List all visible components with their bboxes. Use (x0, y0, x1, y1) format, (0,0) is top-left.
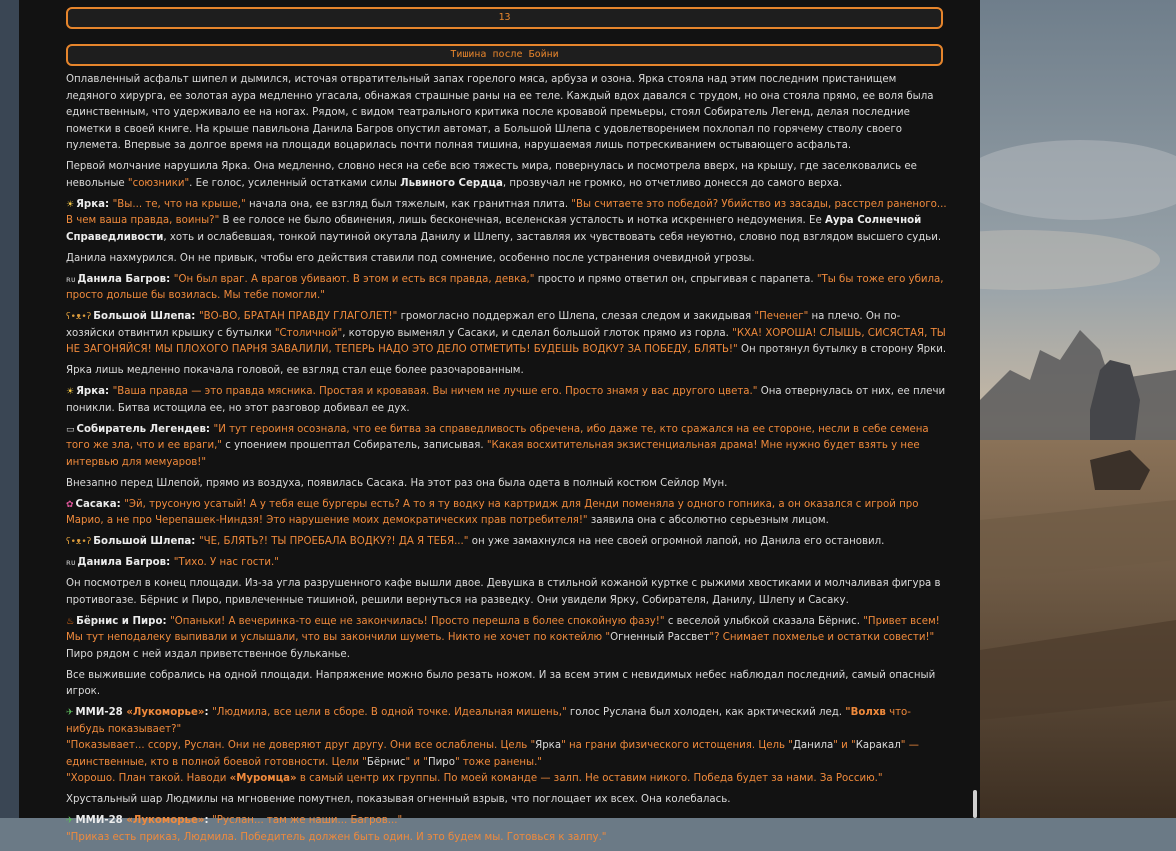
message-body (66, 72, 948, 851)
fire-icon: ♨ (66, 616, 75, 627)
paragraph: Все выжившие собрались на одной площади. Напряжение можно было резать ножом. И за всем этим с невидимых небес наблюдал последний, самый опасный игрок. (66, 669, 936, 697)
dialogue-collector: ▭ Собиратель Легендев: "И тут героиня осознала, что ее битва за справедливость обречена, ибо даже те, кто сражался на ее стороне, несли в себе семена того же зла, что и ее враги," с упоением прошептал Собиратель, записывая. "Какая восхитительная экзистенциальная драма! Мне нужно будет взять у нее интервью для мемуаров!" (66, 423, 929, 468)
paragraph: Хрустальный шар Людмилы на мгновение помутнел, показывая огненный взрыв, что поглощает их всех. Она колебалась. (66, 794, 731, 805)
ru-flag-icon: ʀᴜ (66, 558, 76, 567)
dialogue-shlepa: ʕ•ᴥ•ʔ Большой Шлепа: "ВО-ВО, БРАТАН ПРАВДУ ГЛАГОЛЕТ!" громогласно поддержал его Шлепа, слезая следом и закидывая "Печенег" на плечо. Он по-хозяйски отвинтил крышку с бутылки "Столичной", которую выменял у Сасаки, и сделал большой глоток прямо из горла. "КХА! ХОРОША! СЛЫШЬ, СИСЯСТАЯ, ТЫ НЕ ЗАГОНЯЙСЯ! МЫ ПЛОХОГО ПАРНЯ ЗАВАЛИЛИ, ТЕПЕРЬ НАДО ЭТО ДЕЛО ОТМЕТИТЬ! БУДЕШЬ ВОДКУ? ЗА ПОБЕДУ, БЛЯТЬ!" Он протянул бутылку в сторону Ярки. (66, 311, 947, 355)
paragraph: Он посмотрел в конец площади. Из-за угла разрушенного кафе вышли двое. Девушка в стильной кожаной куртке с рыжими хвостиками и молчаливая фигура в противогазе. Бёрнис и Пиро, привлеченные тишиной, решили вернуться на разведку. Они увидели Ярку, Собирателя, Данилу, Шлепу и Сасаку. (66, 578, 941, 606)
star-icon: ✿ (66, 499, 74, 510)
scrollbar[interactable] (970, 0, 980, 818)
ru-flag-icon: ʀᴜ (66, 274, 76, 284)
paragraph: Внезапно перед Шлепой, прямо из воздуха, появилась Сасака. На этот раз она была одета в полный костюм Сейлор Мун. (66, 477, 728, 489)
paragraph: Ярка лишь медленно покачала головой, ее взгляд стал еще более разочарованным. (66, 365, 524, 376)
chat-panel (19, 0, 980, 843)
bear-icon: ʕ•ᴥ•ʔ (66, 312, 92, 322)
book-icon: ▭ (66, 424, 75, 435)
dialogue-shlepa: ʕ•ᴥ•ʔ Большой Шлепа: "ЧЕ, БЛЯТЬ?! ТЫ ПРОЕБАЛА ВОДКУ?! ДА Я ТЕБЯ..." он уже замахнулся на нее своей огромной лапой, но Данила его остановил. (66, 536, 885, 547)
paragraph: Данила нахмурился. Он не привык, чтобы его действия ставили под сомнение, особенно после устранения очевидной угрозы. (66, 252, 755, 264)
sun-icon: ☀ (66, 199, 75, 210)
helicopter-icon: ✈ (66, 816, 74, 826)
dialogue-yarka: ☀ Ярка: "Ваша правда — это правда мясника. Простая и кровавая. Вы ничем не лучше его. Просто знамя у вас другого цвета." Она отвернулась от них, ее плечи поникли. Битва истощила ее, но этот разговор добивал ее дух. (66, 386, 946, 414)
paragraph: Первой молчание нарушила Ярка. Она медленно, словно неся на себе всю тяжесть мира, повернулась и посмотрела вверх, на крышу, где заселковались ее невольные "союзники". Ее голос, усиленный остатками силы Львиного Сердца, прозвучал не громко, но отчетливо донесся до самого верха. (66, 161, 917, 189)
dialogue-mmi: ✈ ММИ-28 «Лукоморье»: "Людмила, все цели в сборе. В одной точке. Идеальная мишень," голос Руслана был холоден, как арктический лед. "Волхв что-нибудь показывает?" "Показывает... ссору, Руслан. Они не доверяют друг другу. Они все ослаблены. Цель "Ярка" на грани физического истощения. Цель "Данила" и "Каракал" — единственные, кто в полной боевой готовности. Цели "Бёрнис" и "Пиро" тоже ранены." "Хорошо. План такой. Наводи «Муромца» в самый центр их группы. По моей команде — залп. Не оставим никого. Победа будет за нами. За Россию." (66, 707, 919, 784)
dialogue-danila: ʀᴜ Данила Багров: "Он был враг. А врагов убивают. В этом и есть вся правда, девка," просто и прямо ответил он, спрыгивая с парапета. "Ты бы тоже его убила, просто дольше бы возилась. Мы тебе помогли." (66, 273, 944, 301)
dialogue-yarka: ☀ Ярка: "Вы... те, что на крыше," начала она, ее взгляд был тяжелым, как гранитная плита. "Вы считаете это победой? Убийство из засады, расстрел раненого... В чем ваша правда, воины?" В ее голосе не было обвинения, лишь бесконечная, вселенская усталость и нотка искреннего недоумения. Ее Аура Солнечной Справедливости, хоть и ослабевшая, тонкой паутиной окутала Данилу и Шлепу, заставляя их чувствовать себя неуютно, словно под взглядом высшего судьи. (66, 198, 947, 243)
sun-icon: ☀ (66, 387, 75, 397)
dialogue-mmi: ✈ ММИ-28 «Лукоморье»: "Руслан... там же наши... Багров..." "Приказ есть приказ, Людмила. Победитель должен быть один. И это будем мы. Готовься к залпу." (66, 815, 607, 843)
dialogue-danila: ʀᴜ Данила Багров: "Тихо. У нас гости." (66, 557, 279, 568)
left-strip (0, 0, 19, 818)
dialogue-bernis-piro: ♨ Бёрнис и Пиро: "Опаньки! А вечеринка-то еще не закончилась! Просто перешла в более спокойную фазу!" с веселой улыбкой сказала Бёрнис. "Привет всем! Мы тут неподалеку выпивали и услышали, что вы закончили шуметь. Никто не хочет по коктейлю "Огненный Рассвет"? Снимает похмелье и остатки совести!" Пиро рядом с ней издал приветственное бульканье. (66, 615, 940, 660)
dialogue-sasaka: ✿ Сасака: "Эй, трусоную усатый! А у тебя еще бургеры есть? А то я ту водку на картридж для Денди поменяла у одного гопника, а он оказался с игрой про Марио, а не про Черепашек-Ниндзя! Это нарушение моих демократических прав потребителя!" заявила она с абсолютно серьезным лицом. (66, 498, 919, 526)
chapter-title: Тишина после Бойни (66, 44, 943, 66)
helicopter-icon: ✈ (66, 708, 74, 718)
message-index: 13 (66, 7, 943, 29)
scrollbar-thumb[interactable] (973, 790, 977, 818)
paragraph: Оплавленный асфальт шипел и дымился, источая отвратительный запах горелого мяса, арбуза и озона. Ярка стояла над этим последним пристанищем ледяного хирурга, ее золотая аура медленно угасала, обнажая страшные раны на ее теле. Каждый вдох давался с трудом, но она стояла прямо, ее воля была единственным, что удерживало ее на ногах. Рядом, с видом театрального критика после кровавой премьеры, стоял Собиратель Легенд, делая последние пометки в своей книге. На крыше павильона Данила Багров опустил автомат, а Большой Шлепа с удовлетворением похлопал по горячему стволу своего пулемета. Впервые за долгое время на площади воцарилась почти полная тишина, нарушаемая лишь потрескиванием остывающего асфальта. (66, 74, 934, 151)
bear-icon: ʕ•ᴥ•ʔ (66, 537, 92, 547)
